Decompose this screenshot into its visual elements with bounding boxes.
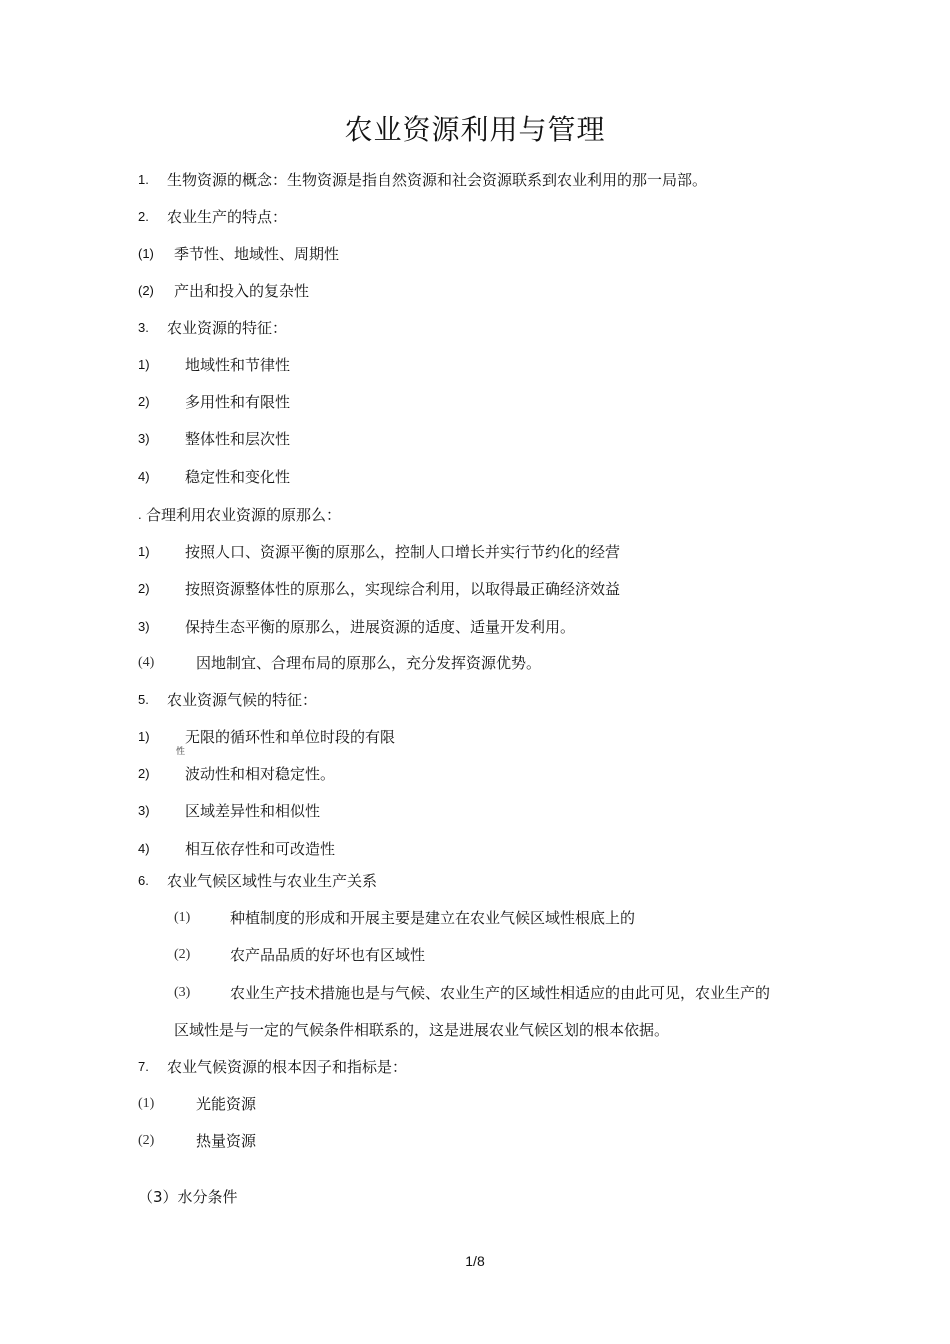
item-text: 区域差异性和相似性 <box>185 802 321 820</box>
item-number: 2) <box>138 394 150 409</box>
item-text: 整体性和层次性 <box>185 430 291 448</box>
item-text: 农业资源的特征： <box>167 319 288 337</box>
item-number: 2. <box>138 209 149 224</box>
item-number: (3) <box>174 985 191 1000</box>
item-text: 农产品品质的好坏也有区域性 <box>230 946 426 964</box>
item-text: 按照人口、资源平衡的原那么，控制人口增长并实行节约化的经营 <box>185 543 621 561</box>
item-number: 1) <box>138 357 150 372</box>
item-number: (4) <box>138 655 155 670</box>
item-text: 多用性和有限性 <box>185 393 291 411</box>
item-number: 3) <box>138 803 150 818</box>
item-number: 6. <box>138 873 149 888</box>
item-number: (1) <box>174 910 191 925</box>
item-text: 地域性和节律性 <box>185 356 291 374</box>
item-number: 5. <box>138 692 149 707</box>
item-text: 农业生产技术措施也是与气候、农业生产的区域性相适应的由此可见，农业生产的 <box>230 984 771 1002</box>
item-text: 生物资源的概念：生物资源是指自然资源和社会资源联系到农业利用的那一局部。 <box>167 171 708 189</box>
item-text: （3）水分条件 <box>138 1188 238 1206</box>
item-text: 波动性和相对稳定性。 <box>185 765 336 783</box>
item-number: (2) <box>174 947 191 962</box>
item-number: (1) <box>138 1096 155 1111</box>
item-number: 2) <box>138 581 150 596</box>
item-number: . <box>138 507 142 522</box>
item-number: 3) <box>138 619 150 634</box>
item-number: (2) <box>138 283 154 298</box>
item-number: 1) <box>138 544 150 559</box>
item-number: (1) <box>138 246 154 261</box>
item-number: 3. <box>138 320 149 335</box>
item-text: 农业资源气候的特征： <box>167 691 318 709</box>
item-number: (2) <box>138 1133 155 1148</box>
item-text: 合理利用农业资源的原那么： <box>146 506 342 524</box>
page-number: 1/8 <box>465 1253 485 1269</box>
item-number: 4) <box>138 841 150 856</box>
item-text: 农业生产的特点： <box>167 208 288 226</box>
item-text: 农业气候区域性与农业生产关系 <box>167 872 378 890</box>
item-text: 相互依存性和可改造性 <box>185 840 336 858</box>
item-number: 1) <box>138 729 150 744</box>
item-text: 稳定性和变化性 <box>185 468 291 486</box>
document-title: 农业资源利用与管理 <box>344 113 606 146</box>
item-text: 无限的循环性和单位时段的有限 <box>185 728 396 746</box>
item-text: 因地制宜、合理布局的原那么，充分发挥资源优势。 <box>196 654 542 672</box>
item-text: 季节性、地域性、周期性 <box>174 245 340 263</box>
item-text: 按照资源整体性的原那么，实现综合利用，以取得最正确经济效益 <box>185 580 621 598</box>
stray-character: 性 <box>176 747 186 757</box>
item-text-continuation: 区域性是与一定的气候条件相联系的，这是进展农业气候区划的根本依据。 <box>174 1021 670 1039</box>
item-number: 2) <box>138 766 150 781</box>
item-number: 7. <box>138 1059 149 1074</box>
item-number: 4) <box>138 469 150 484</box>
item-text: 热量资源 <box>196 1132 257 1150</box>
item-text: 产出和投入的复杂性 <box>174 282 310 300</box>
item-number: 1. <box>138 172 149 187</box>
item-number: 3) <box>138 431 150 446</box>
item-text: 农业气候资源的根本因子和指标是： <box>167 1058 408 1076</box>
item-text: 光能资源 <box>196 1095 257 1113</box>
item-text: 种植制度的形成和开展主要是建立在农业气候区域性根底上的 <box>230 909 636 927</box>
item-text: 保持生态平衡的原那么，进展资源的适度、适量开发利用。 <box>185 618 576 636</box>
